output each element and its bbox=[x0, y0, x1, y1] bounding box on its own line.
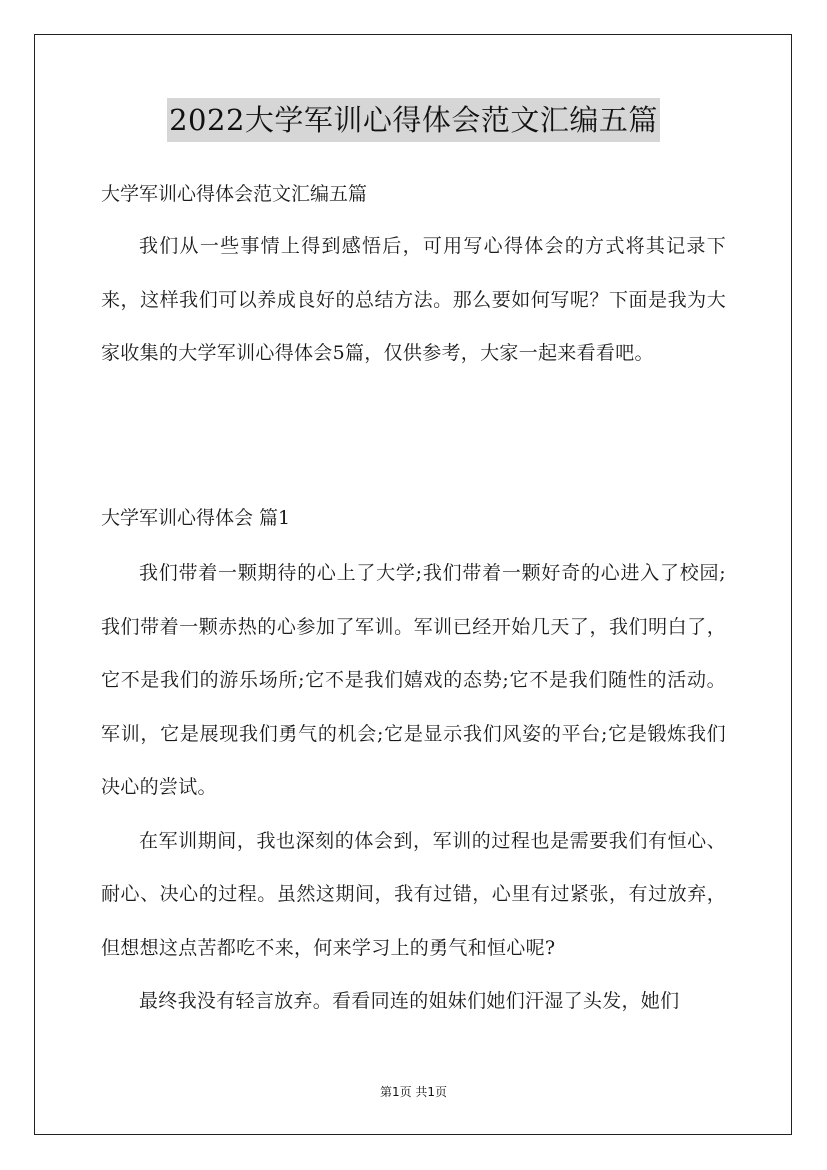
intro-paragraph: 我们从一些事情上得到感悟后，可用写心得体会的方式将其记录下来，这样我们可以养成良好的总结方法。那么要如何写呢？下面是我为大家收集的大学军训心得体会5篇，仅供参考，大家一起来看看吧。 bbox=[101, 235, 726, 364]
document-subtitle: 大学军训心得体会范文汇编五篇 bbox=[101, 183, 368, 205]
body-section bbox=[101, 547, 726, 1029]
title-container bbox=[0, 98, 827, 142]
body-paragraph-2: 在军训期间，我也深刻的体会到，军训的过程也是需要我们有恒心、耐心、决心的过程。虽然这期间，我有过错，心里有过紧张，有过放弃，但想想这点苦都吃不来，何来学习上的勇气和恒心呢? bbox=[101, 829, 726, 959]
intro-section bbox=[101, 220, 726, 381]
body-paragraph-3: 最终我没有轻言放弃。看看同连的姐妹们她们汗湿了头发，她们 bbox=[139, 990, 680, 1012]
body-paragraph-1: 我们带着一颗期待的心上了大学;我们带着一颗好奇的心进入了校园;我们带着一颗赤热的心参加了军训。军训已经开始几天了，我们明白了，它不是我们的游乐场所;它不是我们嬉戏的态势;它不是我们随性的活动。军训，它是展现我们勇气的机会;它是显示我们风姿的平台;它是锻炼我们决心的尝试。 bbox=[101, 562, 726, 798]
document-title: 2022大学军训心得体会范文汇编五篇 bbox=[167, 98, 660, 142]
page-footer: 第1页 共1页 bbox=[379, 1085, 448, 1099]
section-heading: 大学军训心得体会 篇1 bbox=[101, 507, 291, 529]
